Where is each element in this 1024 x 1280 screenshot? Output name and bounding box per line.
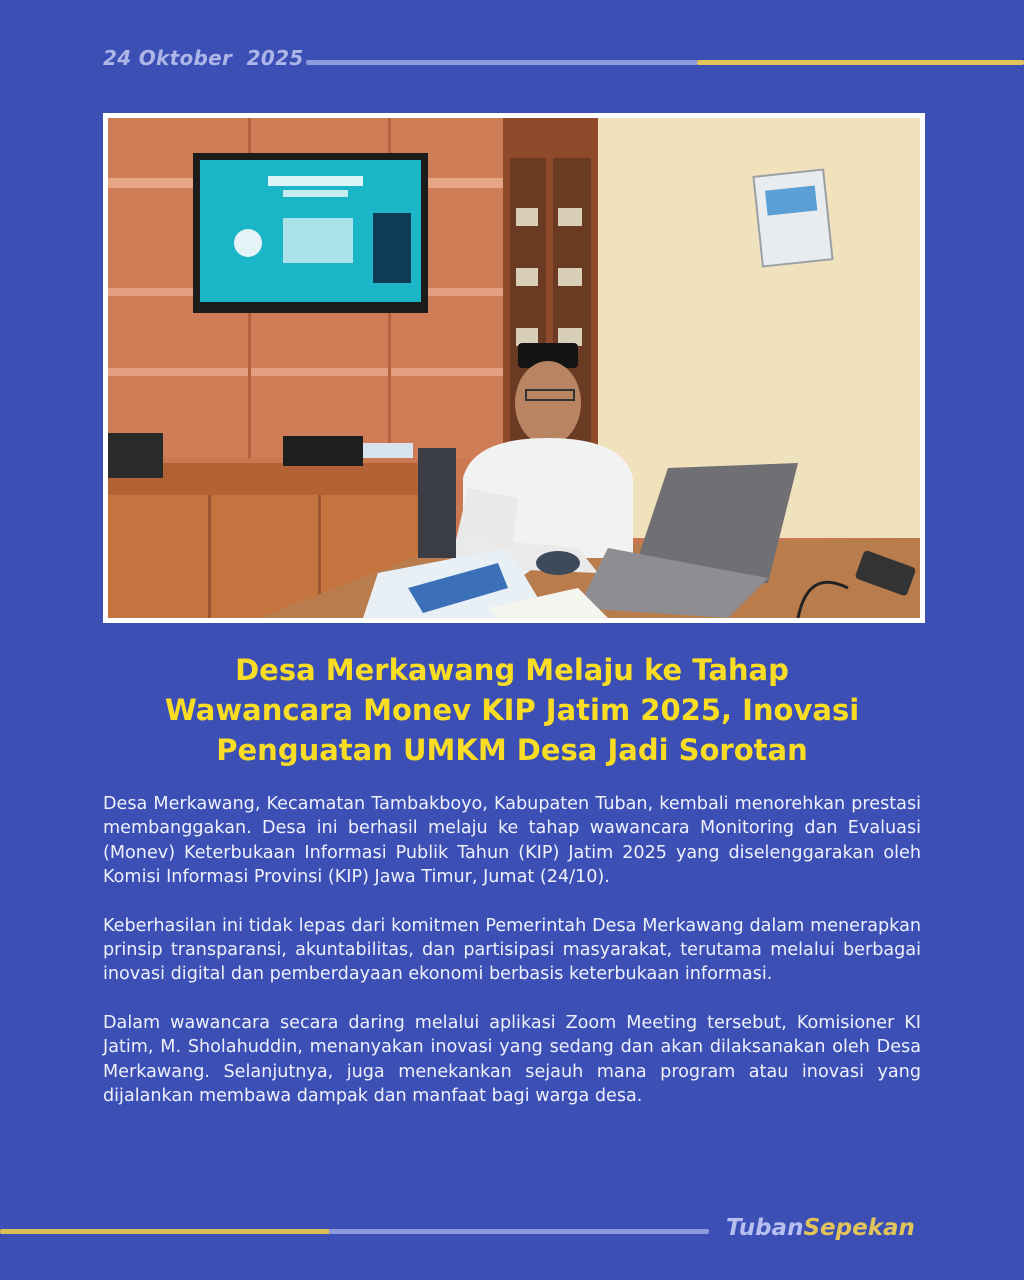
article-photo (103, 113, 925, 623)
headline-line-3: Penguatan UMKM Desa Jadi Sorotan (216, 733, 808, 767)
brand-part-2: Sepekan (803, 1215, 915, 1241)
headline-line-2: Wawancara Monev KIP Jatim 2025, Inovasi (164, 693, 860, 727)
brand-logo-text (726, 1215, 915, 1241)
article-body (103, 792, 921, 1108)
headline-line-1: Desa Merkawang Melaju ke Tahap (235, 653, 789, 687)
header-divider-gold (697, 60, 1024, 65)
paragraph-1: Desa Merkawang, Kecamatan Tambakboyo, Kabupaten Tuban, kembali menorehkan prestasi membanggakan. Desa ini berhasil melaju ke tahap wawancara Monitoring dan Evaluasi (Monev) Keterbukaan Informasi Publik Tahun (KIP) Jatim 2025 yang diselenggarakan oleh Komisi Informasi Provinsi (KIP) Jawa Timur, Jumat (24/10). (103, 794, 921, 887)
article-headline (90, 650, 934, 770)
header-divider-light (306, 60, 698, 65)
footer-divider-light (329, 1229, 709, 1234)
publish-date: 24 Oktober 2025 (103, 46, 304, 70)
brand-part-1: Tuban (726, 1215, 804, 1241)
office-interview-photo (108, 118, 920, 618)
paragraph-2: Keberhasilan ini tidak lepas dari komitmen Pemerintah Desa Merkawang dalam menerapkan prinsip transparansi, akuntabilitas, dan partisipasi masyarakat, terutama melalui berbagai inovasi digital dan pemberdayaan ekonomi berbasis keterbukaan informasi. (103, 915, 921, 985)
paragraph-3: Dalam wawancara secara daring melalui aplikasi Zoom Meeting tersebut, Komisioner KI Jatim, M. Sholahuddin, menanyakan inovasi yang sedang dan akan dilaksanakan oleh Desa Merkawang. Selanjutnya, juga menekankan sejauh mana program atau inovasi yang dijalankan membawa dampak dan manfaat bagi warga desa. (103, 1013, 921, 1106)
footer-divider-gold (0, 1229, 330, 1234)
